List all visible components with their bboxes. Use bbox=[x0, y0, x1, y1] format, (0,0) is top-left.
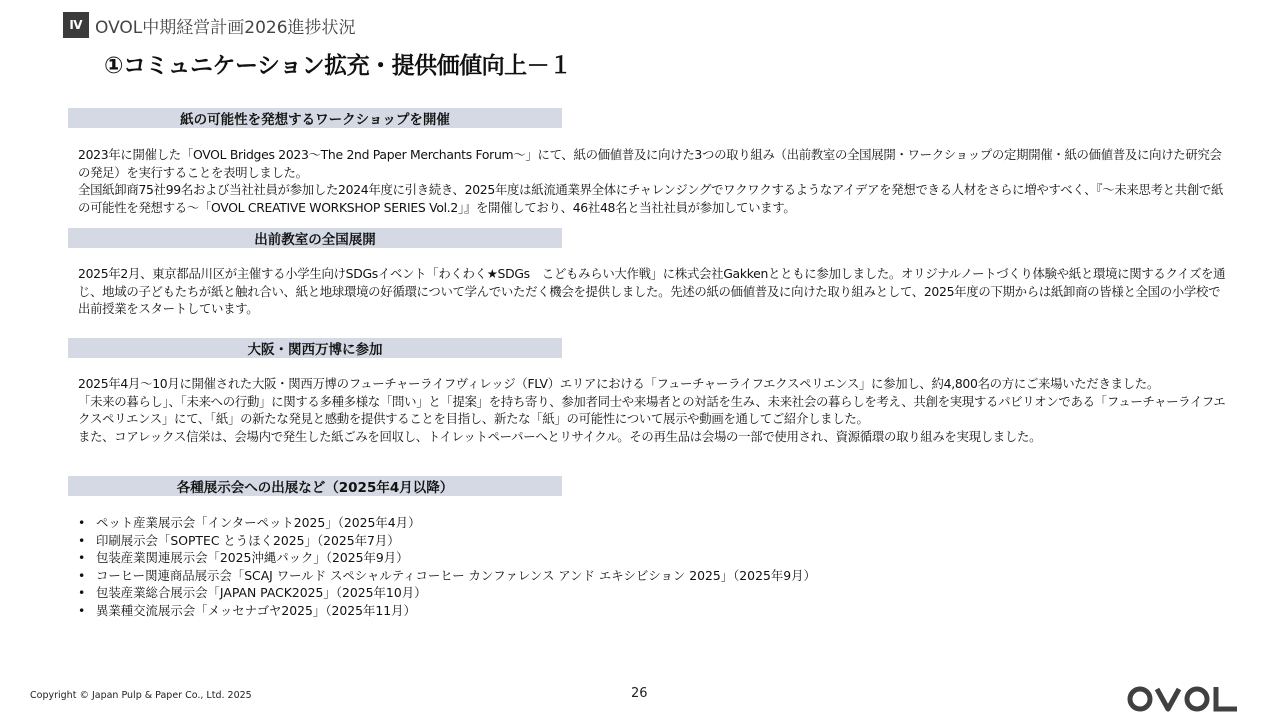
header-title: OVOL中期経営計画2026進捗状況 bbox=[95, 18, 356, 38]
list-item: • ペット産業展示会「インターペット2025」（2025年4月） bbox=[78, 514, 816, 532]
copyright: Copyright © Japan Pulp & Paper Co., Ltd. 2025 bbox=[30, 690, 252, 701]
section-heading-exhibitions: 各種展示会への出展など（2025年4月以降） bbox=[68, 476, 562, 496]
exhibition-list bbox=[78, 514, 816, 619]
page-title: ①コミュニケーション拡充・提供価値向上－１ bbox=[104, 53, 572, 79]
section-badge: Ⅳ bbox=[63, 12, 89, 38]
section-body-expo bbox=[78, 375, 1228, 445]
paragraph: 2023年に開催した「OVOL Bridges 2023～The 2nd Paper Merchants Forum～」にて、紙の価値普及に向けた3つの取り組み（出前教室の全国展開・ワークショップの定期開催・紙の価値普及に向けた研究会の発足）を実行することを表明しました。 bbox=[78, 147, 1222, 180]
section-heading-expo: 大阪・関西万博に参加 bbox=[68, 338, 562, 358]
ovol-logo bbox=[1127, 684, 1239, 714]
list-item: • コーヒー関連商品展示会「SCAJ ワールド スペシャルティコーヒー カンファレンス アンド エキシビション 2025」（2025年9月） bbox=[78, 567, 816, 585]
section-heading-classroom: 出前教室の全国展開 bbox=[68, 228, 562, 248]
paragraph: 全国紙卸商75社99名および当社社員が参加した2024年度に引き続き、2025年度は紙流通業界全体にチャレンジングでワクワクするようなアイデアを発想できる人材をさらに増やすべく、『～未来思考と共創で紙の可能性を発想する～「OVOL CREATIVE WORKSHOP SERIES Vol.2」』を開催しており、46社48名と当社社員が参加しています。 bbox=[78, 182, 1224, 215]
paragraph: また、コアレックス信栄は、会場内で発生した紙ごみを回収し、トイレットペーパーへとリサイクル。その再生品は会場の一部で使用され、資源循環の取り組みを実現しました。 bbox=[78, 428, 1042, 444]
paragraph: 2025年4月～10月に開催された大阪・関西万博のフューチャーライフヴィレッジ（FLV）エリアにおける「フューチャーライフエクスペリエンス」に参加し、約4,800名の方にご来場いただきました。 bbox=[78, 376, 1159, 391]
paragraph: 「未来の暮らし」、「未来への行動」に関する多種多様な「問い」と「提案」を持ち寄り、参加者同士や来場者との対話を生み、未来社会の暮らしを考え、共創を実現するパビリオンである「フューチャーライフエクスペリエンス」にて、「紙」の新たな発見と感動を提供することを目指し、新たな「紙」の可能性について展示や動画を通してご紹介しました。 bbox=[78, 393, 1226, 426]
section-heading-workshop: 紙の可能性を発想するワークショップを開催 bbox=[68, 108, 562, 128]
paragraph: 2025年2月、東京都品川区が主催する小学生向けSDGsイベント「わくわく★SDGs こどもみらい大作戦」に株式会社Gakkenとともに参加しました。オリジナルノートづくり体験や紙と環境に関するクイズを通じ、地域の子どもたちが紙と触れ合い、紙と地球環境の好循環について学んでいただく機会を提供しました。先述の紙の価値普及に向けた取り組みとして、2025年度の下期からは紙卸商の皆様と全国の小学校で出前授業をスタートしています。 bbox=[78, 266, 1226, 316]
section-body-workshop bbox=[78, 146, 1228, 216]
list-item: • 異業種交流展示会「メッセナゴヤ2025」（2025年11月） bbox=[78, 602, 816, 620]
section-body-classroom bbox=[78, 265, 1228, 318]
list-item: • 印刷展示会「SOPTEC とうほく2025」（2025年7月） bbox=[78, 532, 816, 550]
list-item: • 包装産業総合展示会「JAPAN PACK2025」（2025年10月） bbox=[78, 584, 816, 602]
list-item: • 包装産業関連展示会「2025沖縄パック」（2025年9月） bbox=[78, 549, 816, 567]
page-number: 26 bbox=[631, 686, 648, 701]
